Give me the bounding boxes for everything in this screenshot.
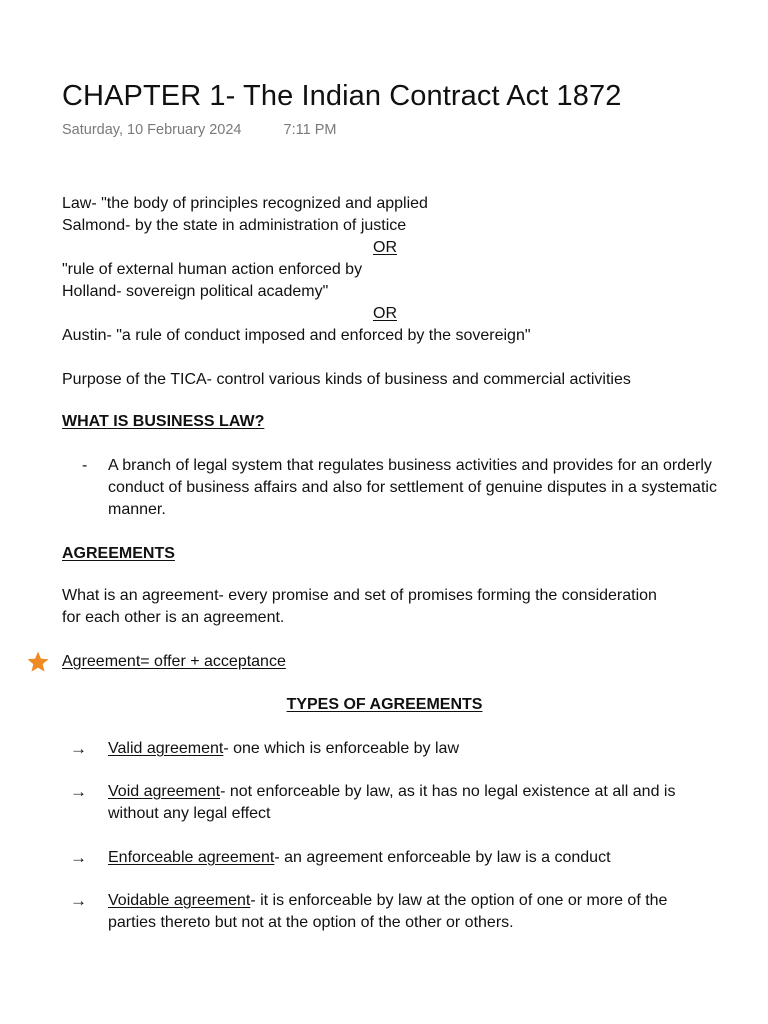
page-title: CHAPTER 1- The Indian Contract Act 1872 — [62, 80, 622, 112]
desc-void-agreement: - not enforceable by law, as it has no legal existence at all and is without any legal effect — [108, 783, 676, 822]
list-item-voidable-agreement — [108, 890, 718, 934]
or-separator-1: OR — [373, 239, 397, 256]
business-law-definition: A branch of legal system that regulates business activities and provides for an orderly conduct of business affairs and also for settlement of genuine disputes in a systematic manner. — [108, 457, 717, 518]
page-meta — [62, 122, 336, 138]
list-item-enforceable-agreement — [108, 847, 718, 869]
desc-valid-agreement: - one which is enforceable by law — [223, 740, 460, 757]
arrow-bullet-icon: → — [70, 848, 87, 867]
types-heading — [62, 694, 707, 716]
holland-definition-line: Holland- sovereign political academy" — [62, 283, 329, 300]
or-separator-2: OR — [373, 305, 397, 322]
term-void-agreement: Void agreement — [108, 783, 221, 800]
arrow-bullet-icon: → — [70, 782, 87, 801]
purpose-line: Purpose of the TICA- control various kinds of business and commercial activities — [62, 371, 631, 388]
types-heading-text: TYPES OF AGREEMENTS — [286, 696, 483, 713]
arrow-bullet-icon: → — [70, 739, 87, 758]
list-item-void-agreement — [108, 781, 718, 825]
page-time: 7:11 PM — [283, 122, 337, 138]
agreement-definition: What is an agreement- every promise and set of promises forming the consideration for each other is an agreement. — [62, 587, 657, 626]
arrow-bullet-icon: → — [70, 891, 87, 910]
law-definition-line: Law- "the body of principles recognized and applied — [62, 195, 428, 212]
page-date: Saturday, 10 February 2024 — [62, 122, 242, 138]
business-law-heading: WHAT IS BUSINESS LAW? — [62, 413, 265, 430]
term-valid-agreement: Valid agreement — [108, 740, 224, 757]
term-voidable-agreement: Voidable agreement — [108, 892, 251, 909]
bullet-dash-marker: - — [82, 457, 88, 474]
list-item-valid-agreement — [108, 738, 718, 760]
salmond-definition-line: Salmond- by the state in administration of justice — [62, 217, 407, 234]
term-enforceable-agreement: Enforceable agreement — [108, 849, 275, 866]
desc-voidable-agreement: - it is enforceable by law at the option of one or more of the parties thereto but not at the option of the other or others. — [108, 892, 668, 931]
agreement-formula: Agreement= offer + acceptance — [62, 653, 286, 670]
rule-definition-line: "rule of external human action enforced by — [62, 261, 363, 278]
desc-enforceable-agreement: - an agreement enforceable by law is a conduct — [274, 849, 611, 866]
star-icon — [26, 650, 50, 674]
agreements-heading: AGREEMENTS — [62, 545, 175, 562]
austin-definition-line: Austin- "a rule of conduct imposed and enforced by the sovereign" — [62, 327, 531, 344]
